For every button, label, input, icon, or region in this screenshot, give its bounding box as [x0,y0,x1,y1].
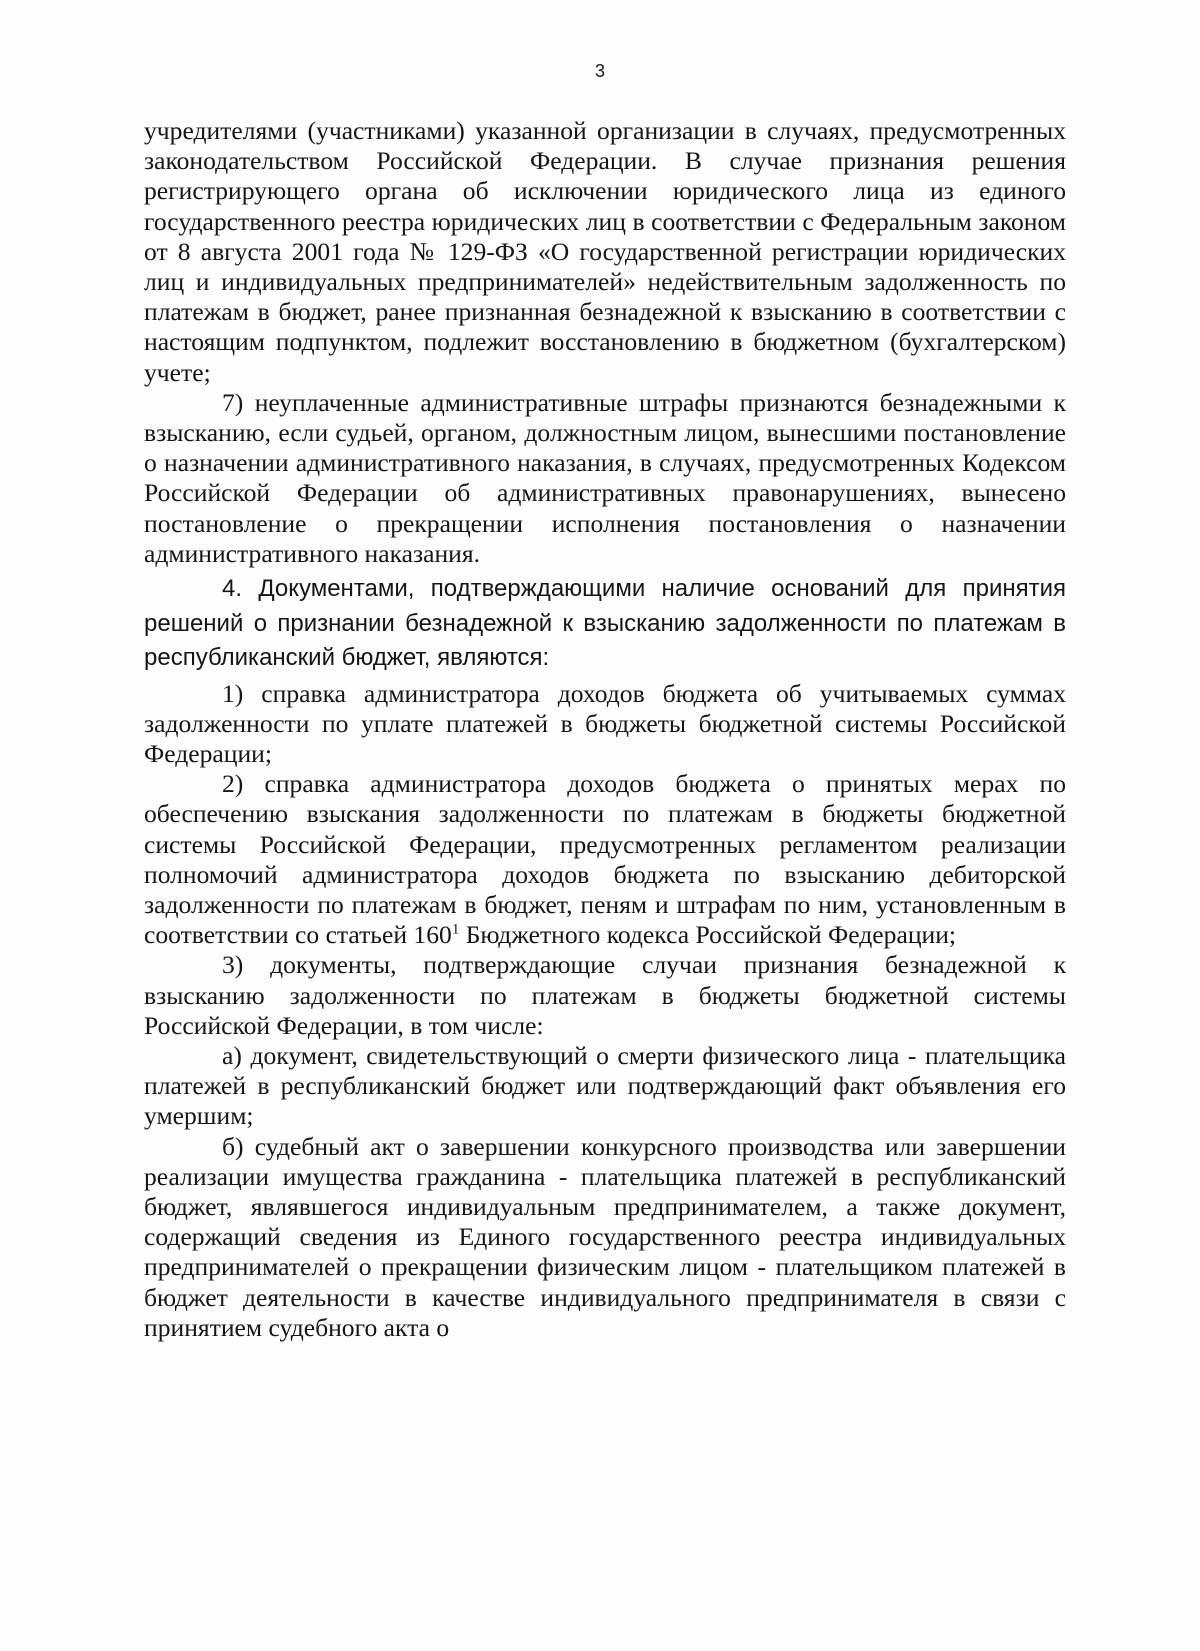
paragraph-subitem-b: б) судебный акт о завершении конкурсного производства или завершении реализации имущества гражданина - плательщика платежей в республиканский бюджет, являвшегося индивидуальным предпринимателем, а также документ, содержащий сведения из Единого государственного реестра индивидуальных предпринимателей о прекращении физическим лицом - плательщиком платежей в бюджет деятельности в качестве индивидуального предпринимателя в связи с принятием судебного акта о [144,1131,1066,1342]
paragraph-item-7: 7) неуплаченные административные штрафы признаются безнадежными к взысканию, если судьей, органом, должностным лицом, вынесшими постановление о назначении административного наказания, в случаях, предусмотренных Кодексом Российской Федерации об административных правонарушениях, вынесено постановление о прекращении исполнения постановления о назначении административного наказания. [144,387,1066,568]
paragraph-section-4: 4. Документами, подтверждающими наличие оснований для принятия решений о признании безнадежной к взысканию задолженности по платежам в республиканский бюджет, являются: [144,575,1066,672]
paragraph-item-2-text-end: Бюджетного кодекса Российской Федерации; [459,920,957,950]
paragraph-continuation: учредителями (участниками) указанной организации в случаях, предусмотренных законодательством Российской Федерации. В случае признания решения регистрирующего органа об исключении юридического лица из единого государственного реестра юридических лиц в соответствии с Федеральным законом от 8 августа 2001 года № 129-ФЗ «О государственной регистрации юридических лиц и индивидуальных предпринимателей» недействительным задолженность по платежам в бюджет, ранее признанная безнадежной к взысканию в соответствии с настоящим подпунктом, подлежит восстановлению в бюджетном (бухгалтерском) учете; [144,116,1066,387]
paragraph-subitem-a: а) документ, свидетельствующий о смерти физического лица - плательщика платежей в республиканский бюджет или подтверждающий факт объявления его умершим; [144,1040,1066,1131]
document-body [144,116,1066,1343]
paragraph-item-3: 3) документы, подтверждающие случаи признания безнадежной к взысканию задолженности по платежам в бюджеты бюджетной системы Российской Федерации, в том числе: [144,950,1066,1040]
paragraph-item-2-text: 2) справка администратора доходов бюджета о принятых мерах по обеспечению взыскания задолженности по платежам в бюджеты бюджетной системы Российской Федерации, предусмотренных регламентом реализации полномочий администратора доходов бюджета по взысканию дебиторской задолженности по платежам в бюджет, пеням и штрафам по ним, установленным в соответствии со статьей 160 [144,769,1066,950]
paragraph-item-1: 1) справка администратора доходов бюджета об учитываемых суммах задолженности по уплате платежей в бюджеты бюджетной системы Российской Федерации; [144,678,1066,768]
paragraph-item-2 [144,769,1066,950]
page-number: 3 [594,61,605,81]
article-superscript: 1 [451,921,460,938]
